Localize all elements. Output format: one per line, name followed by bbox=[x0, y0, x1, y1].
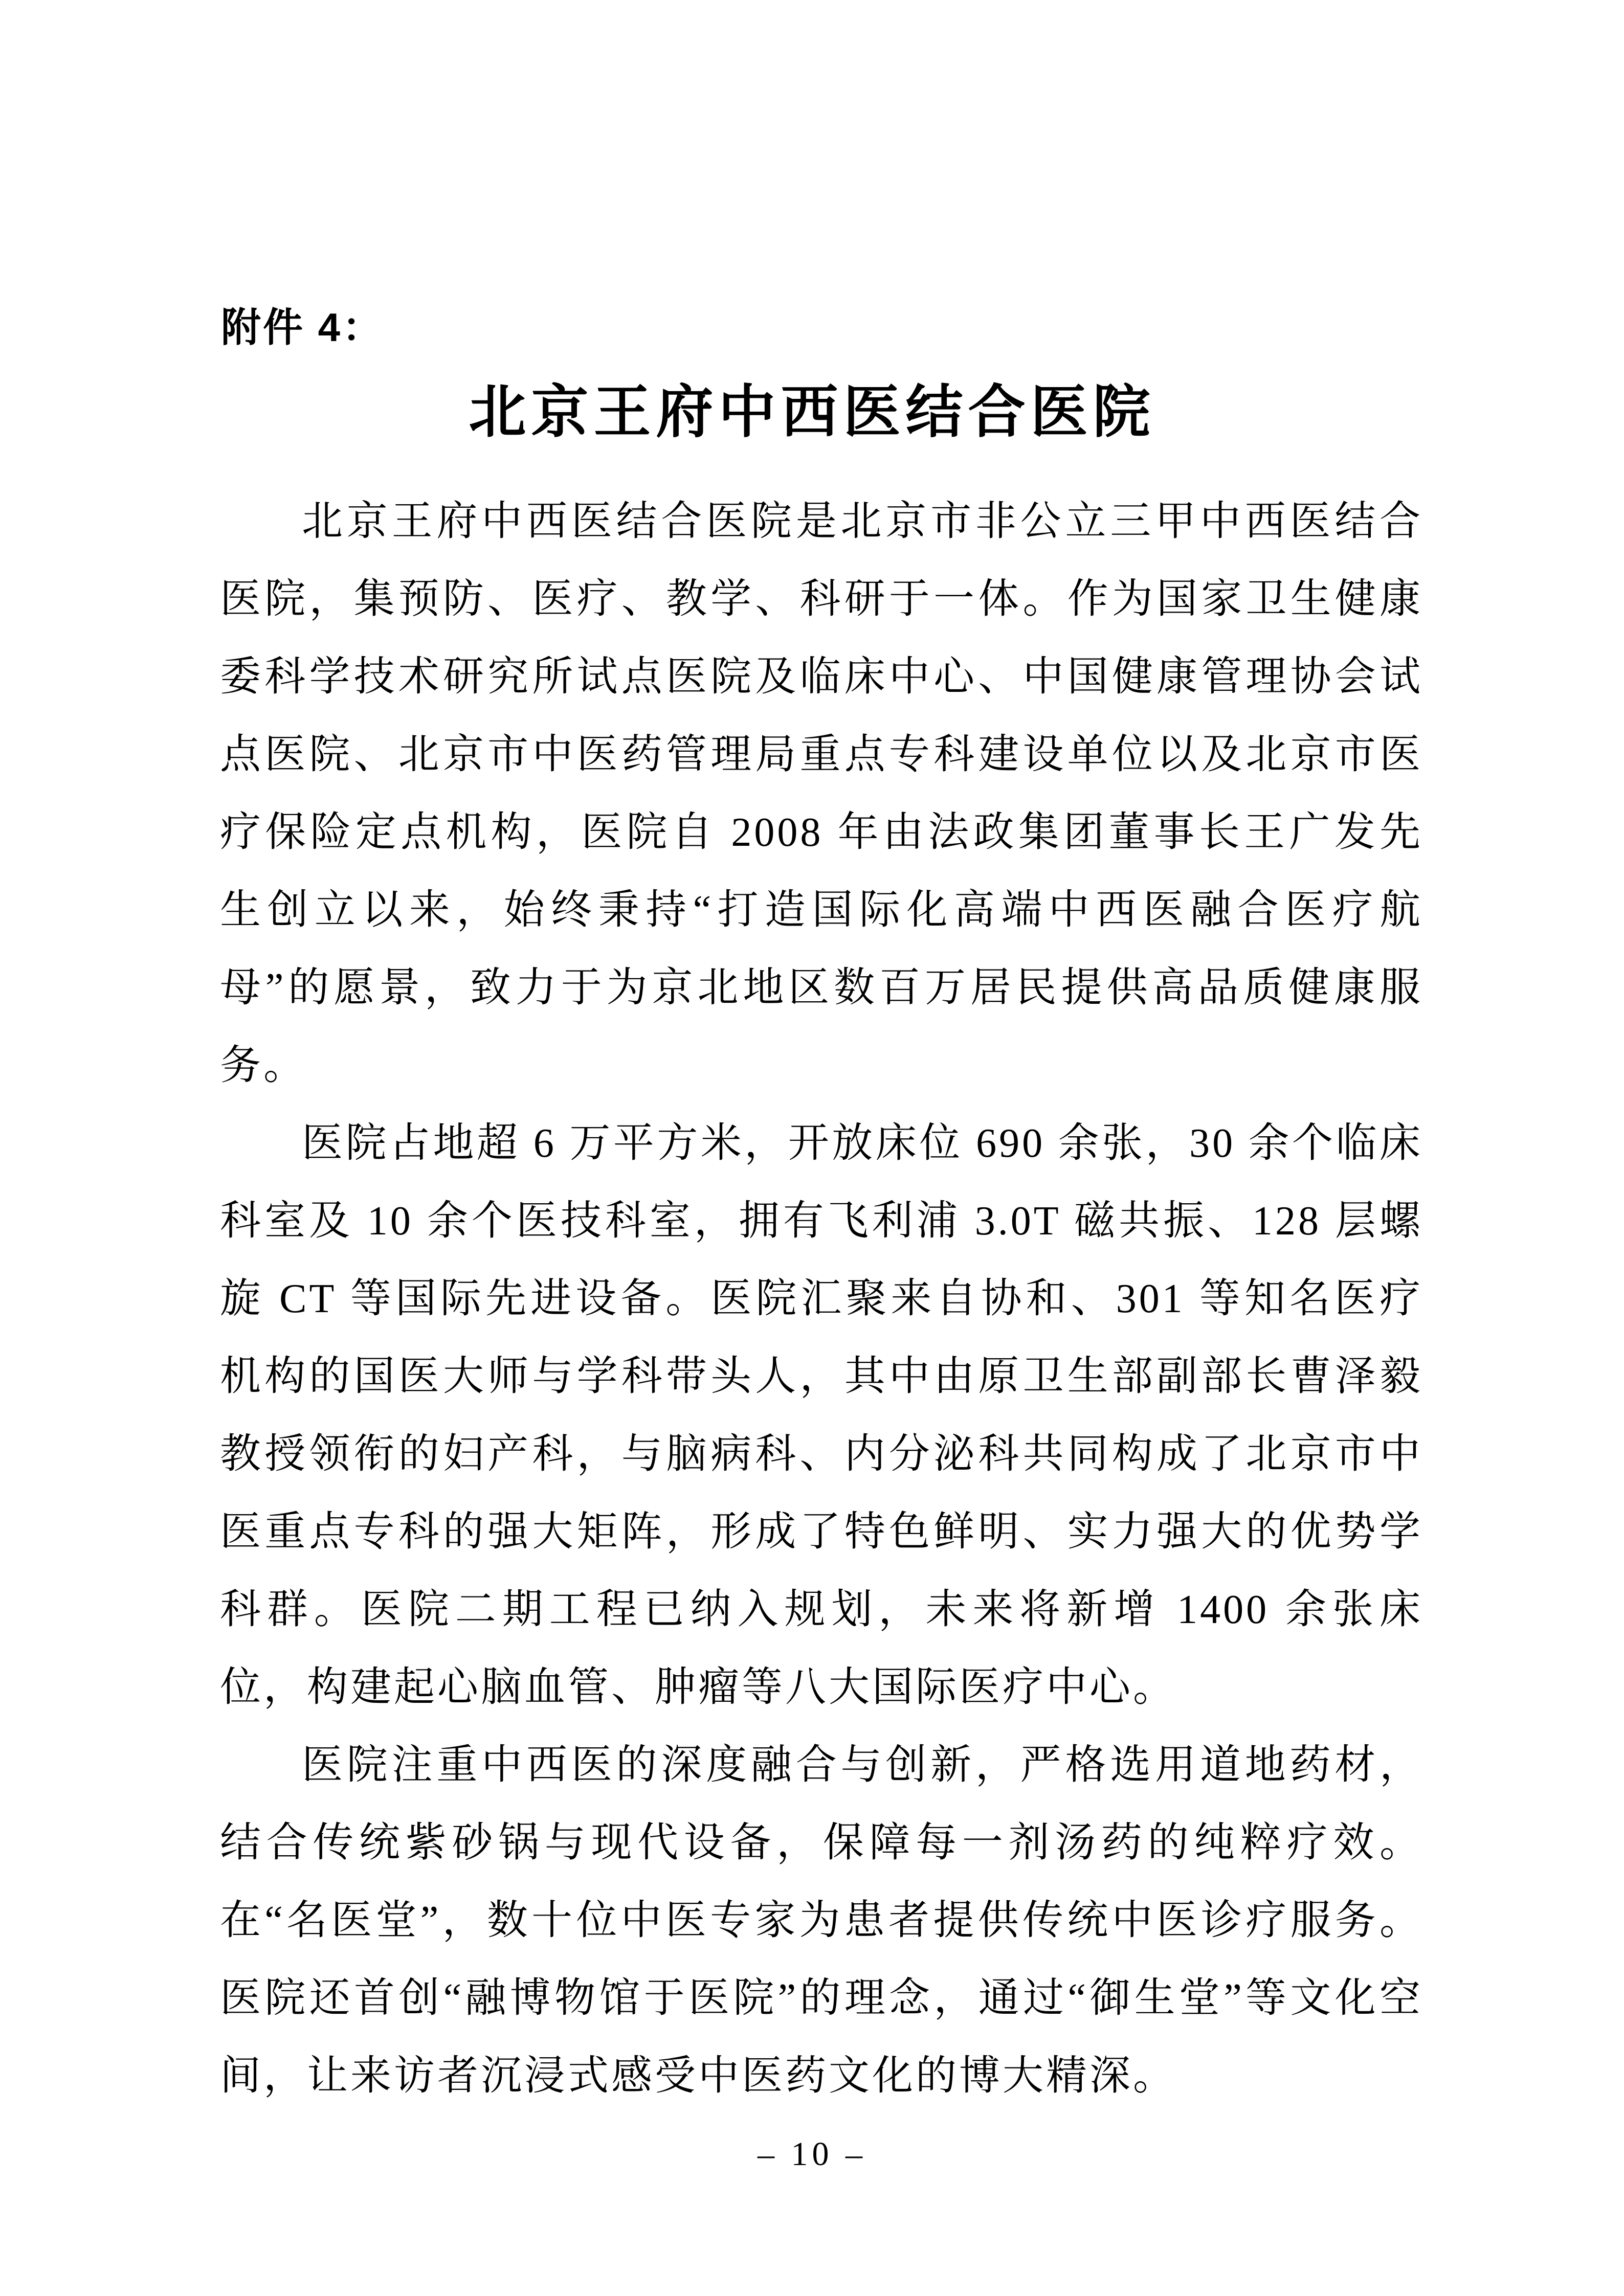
paragraph-2: 医院占地超 6 万平方米，开放床位 690 余张，30 余个临床科室及 10 余个医技科室，拥有飞利浦 3.0T 磁共振、128 层螺旋 CT 等国际先进设备。医院汇聚来自协和、301 等知名医疗机构的国医大师与学科带头人，其中由原卫生部副部长曹泽毅教授领衔的妇产科，与脑病科、内分泌科共同构成了北京市中医重点专科的强大矩阵，形成了特色鲜明、实力强大的优势学科群。医院二期工程已纳入规划，未来将新增 1400 余张床位，构建起心脑血管、肿瘤等八大国际医疗中心。 bbox=[220, 1121, 1423, 1710]
page-number: – 10 – bbox=[758, 2135, 866, 2173]
document-body bbox=[220, 483, 1423, 2115]
page-title: 北京王府中西医结合医院 bbox=[469, 381, 1155, 444]
paragraph-3: 医院注重中西医的深度融合与创新，严格选用道地药材，结合传统紫砂锅与现代设备，保障每一剂汤药的纯粹疗效。在“名医堂”，数十位中医专家为患者提供传统中医诊疗服务。医院还首创“融博物馆于医院”的理念，通过“御生堂”等文化空间，让来访者沉浸式感受中医药文化的博大精深。 bbox=[220, 1743, 1423, 2099]
paragraph-1: 北京王府中西医结合医院是北京市非公立三甲中西医结合医院，集预防、医疗、教学、科研于一体。作为国家卫生健康委科学技术研究所试点医院及临床中心、中国健康管理协会试点医院、北京市中医药管理局重点专科建设单位以及北京市医疗保险定点机构，医院自 2008 年由法政集团董事长王广发先生创立以来，始终秉持“打造国际化高端中西医融合医疗航母”的愿景，致力于为京北地区数百万居民提供高品质健康服务。 bbox=[220, 499, 1423, 1088]
attachment-label: 附件 4： bbox=[221, 305, 385, 350]
